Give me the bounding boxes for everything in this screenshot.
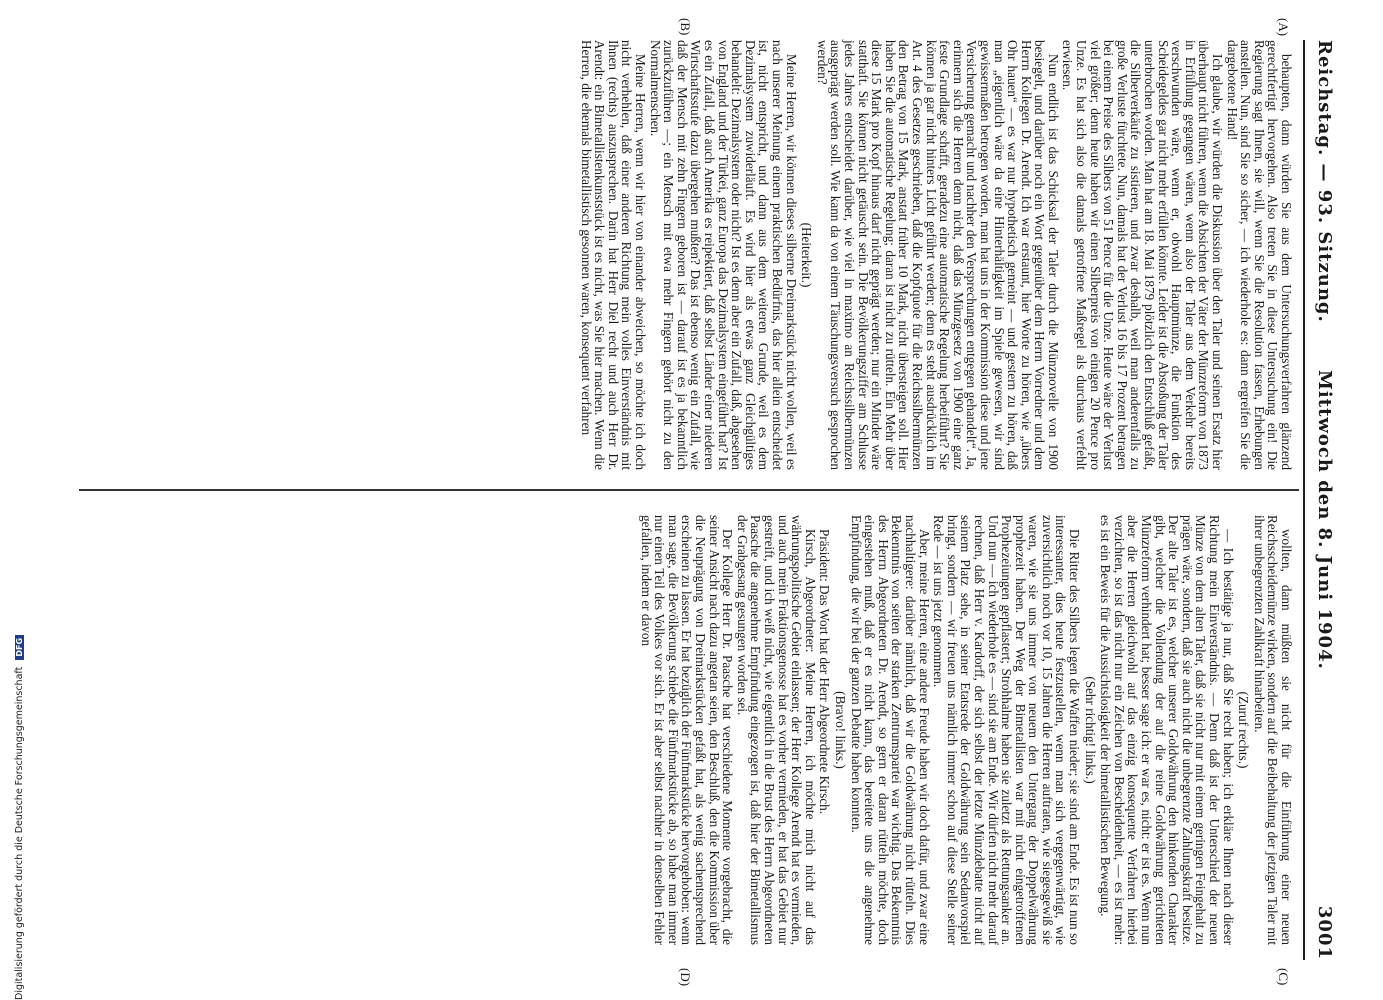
text-column-right	[638, 515, 1293, 945]
margin-letter-d: (D)	[678, 968, 693, 987]
interjection: (Bravo! links.)	[833, 691, 848, 769]
interjection: (Sehr richtig! links.)	[1082, 676, 1098, 784]
paragraph: Meine Herren, wir können dieses silberne Dreimarkstück nicht wollen, weil es nach unserer Meinung einem praktischen Bedürfnis, das hier allein entscheidet ist, nicht entspricht, und dann aus dem weiteren Grunde, weil es dem Dezimalsystem zuwiderläuft. Es wird hier als etwas ganz Gleichgültiges behandelt: Dezimalsystem oder nicht? Ist es denn aber ein Zufall, daß, abgesehen von England und der Türkei, ganz Europa das Dezimalsystem eingeführt hat? Ist es ein Zufall, daß auch Amerika es reipektiert, daß selbst Länder einer niederen Wirtschaftsstufe dazu übergehen mußten? Das ist ebenso wenig ein Zufall, wie daß der Mensch mit zehn Fingern geboren ist — darauf ist es ja bekanntlich zurückzuführen —; ein Mensch mit etwa mehr Fingern gehört nicht zu den Normalmenschen.	[647, 40, 799, 470]
text-column-left	[578, 40, 1293, 470]
header-session: Reichstag. — 93. Sitzung.	[1314, 40, 1335, 323]
interjection: (Heiterkeit.)	[799, 222, 815, 288]
footer-strip	[0, 0, 25, 1000]
paragraph: behaupten, dann würden Sie aus dem Untersuchungsverfahren glänzend gerechtfertigt hervorgehen. Also treten Sie in diese Untersuchung ein! Die Regierung sagt Ihnen, sie will, wenn Sie die Resolution fassen, Erhebungen anstellen. Nun, sind Sie so sicher, — ich wiederhole es: dann ergreifen Sie die dargebotene Hand!	[1224, 40, 1294, 470]
speaker-announcement: Präsident: Das Wort hat der Herr Abgeordnete Kirsch.	[817, 529, 833, 815]
header-date: Mittwoch den 8. Juni 1904.	[1314, 370, 1335, 670]
paragraph: Kirsch, Abgeordneter: Meine Herren, ich möchte mich nicht auf das währungspolitische Gebiet einlassen; der Herr Kollege Arendt hat es vermieden, und auch mein Fraktionsgenosse hat es vorher vermieden, er hat das Gebiet nur gestreift, und ich weiß nicht, wie eigentlich in die Brust des Herrn Abgeordneten Paasche die angenehme Empfindung eingezogen ist, daß hier der Bimetallismus der Grabgesang gesungen worden sei.	[734, 515, 818, 945]
interjection: (Zuruf rechts.)	[1236, 691, 1252, 769]
margin-letter-b: (B)	[678, 18, 693, 36]
margin-letter-c: (C)	[1276, 968, 1291, 986]
paragraph: Die Ritter des Silbers legen die Waffen nieder; sie sind am Ende. Es ist nun so interessanter, dies heute festzustellen, wenn man sich vergegenwärtigt, wie zuversichtlich noch vor 10, 15 Jahren die Herren auftraten, wie siegesgewiß sie waren, wie sie uns immer von neuem den Untergang der Doppelwährung prophezeit haben. Der Weg der Bimetallisten war mit nicht eingetroffenen Prophezeiungen gepflastert; Strohhalme haben sie zuletzt als Rettungsanker an. Und nun — ich wiederhole es — sind sie am Ende. Wir dürfen nicht mehr darauf rechnen, daß Herr v. Kardorff, der sich selbst der letzte Münzdebatte nicht auf seinem Platz sehe, in seiner Etatsrede der Goldwährung sein Sedanvorspiel bringt, sondern — wir freuen uns nämlich immer schon auf diese Stelle seiner Rede — ist uns jetzt genommen.	[931, 515, 1083, 945]
paragraph: Ich glaube, wir würden die Diskussion über den Taler und seinen Ersatz hier überhaupt nicht führen, wenn die Absichten der Väter der Münzreform von 1873 in Erfüllung gegangen wären, wenn also der Taler aus dem Verkehr bereits verschwunden wäre, wenn er, obwohl Hauptmünze, die Funktion des Scheidegeldes gar nicht mehr erfüllen könnte. Leider ist die Abstoßung der Taler unterbrochen worden. Man hat am 18. Mai 1879 plötzlich den Entschluß gefaßt, die Silberverkäufe zu sistieren, und zwar deshalb, weil man anderenfalls zu große Verluste fürchtete. Nun, damals hat der Verlust 16 bis 17 Prozent betragen bei einem Preise des Silbers von 51 Pence für die Unze. Heute wäre der Verlust viel größer; denn heute haben wir einen Silberpreis von einigen 20 Pence pro Unze. Es hat sich also die damals getroffene Maßregel als durchaus verfehlt erwiesen.	[1060, 40, 1226, 470]
paragraph: Nun endlich ist das Schicksal der Taler durch die Münznovelle von 1900 besiegelt, und darüber noch ein Wort gegenüber dem Herrn Vorredner und dem Herrn Kollegen Dr. Arendt. Ich war erstaunt, hier Worte zu hören, wie „übers Ohr hauen“ — es war nur hypothetisch gemeint — und gestern zu hören, daß man „eigentlich wäre da eine Hinterhältigkeit im Spiele gewesen, wir sind gewissermaßen betrogen worden, man hat uns in der Kommission diese und jene Versicherung gemacht und nachher den Versprechungen entgegen gehandelt“. Ja, erinnern sich die Herren denn nicht, daß das Münzgesetz von 1900 eine ganz feste Grundlage schafft, geradezu eine automatische Regelung herbeiführt? Sie können ja gar nicht hinters Licht geführt werden; denn es steht ausdrücklich im Art. 4 des Gesetzes geschrieben, daß die Kopfquote für die Reichssilbermünzen den Betrag von 15 Mark, anstatt früher 10 Mark, nicht übersteigen soll. Hier haben Sie die automatische Regelung; daran ist nicht zu rütteln. Ein Mehr über diese 15 Mark pro Kopf hinaus darf nicht geprägt werden; nur ein Minder wäre statthaft. Sie können nicht getäuscht sein. Die Bevölkerungsziffer am Schlusse jedes Jahres entscheidet darüber, wie viel in maximo an Reichssilbermünzen ausgeprägt werden soll. Wie kann da von einem Täuschungsversuch gesprochen werden?	[814, 40, 1061, 470]
header-rule	[1303, 40, 1305, 960]
dfg-logo-icon: DFG	[15, 635, 24, 660]
page-header	[1307, 40, 1335, 960]
margin-letter-a: (A)	[1276, 18, 1291, 37]
paragraph: Meine Herren, wenn wir hier von einander abweichen, so möchte ich doch nicht verhehlen, daß einer anderen Richtung mein volles Einverständnis mit Ihnen (rechts) auszusprechen. Darin hat Herr Diel recht und auch Herr Dr. Arendt: ein Bimetallistenkunststück ist es nicht, was Sie hier machen. Wenn die Herren, die ehemals bimetallistisch gesonnen waren, konsequent verfahren	[578, 40, 649, 470]
paragraph: Der Kollege Herr Dr. Paasche hat verschiedene Momente vorgebracht, die seiner Ansicht nach dazu angetan seien, den Beschluß, den die Kommission über die Neuprägung von Dreimarkstücken gefaßt hat, als wenig sachentsprechend erscheinen zu lassen. Er hat bezüglich der Fünfmarkstücke hervorgehoben: wenn man sage, die Bevölkerung schiebe die Fünfmarkstücke ab, so habe man immer nur einen Teil des Volkes vor sich. Er ist aber selbst nachher in denselben Fehler gefallen, indem er davon	[638, 515, 736, 945]
paragraph: wollten, dann müßten sie nicht für die Einführung einer neuen Reichsscheidemünze wirken, sondern auf die Beibehaltung der jetzigen Taler mit ihrer unbegrenzten Zahlkraft hinarbeiten.	[1251, 515, 1294, 945]
paragraph: — Ich bestätige ja nur, daß Sie recht haben; ich erkläre Ihnen nach dieser Richtung mein Einverständnis. — Denn daß ist der Unterschied der neuen Münze von dem alten Taler, daß sie nicht nur mit einem geringen Feingehalt zu prägen wäre, sondern, daß sie auch nicht die unbegrenzte Zahlungskraft besitze. Der alte Taler ist es, welcher unserer Goldwährung den hinkenden Charakter gibt, welcher die Vollendung der auf die reine Goldwährung gerichteten Münzreform verhindert hat; besser sage ich: er war es, nicht: er ist es. Wenn nun aber die Herren gleichwohl auf das einzig konsequente Verfahren hierbei verzichten, so ist das nicht nur ein Zeichen von Bescheidenheit, — es ist mehr: es ist ein Beweis für die Aussichtslosigkeit der bimetallistischen Bewegung.	[1098, 515, 1236, 945]
column-divider	[79, 489, 1299, 491]
paragraph: Aber, meine Herren, eine andere Freude haben wir doch dafür, und zwar eine nachhaltigere: darüber nämlich, daß wir die Goldwährung nicht rütteln. Dies Bekenntnis von seiten der starken Zentrumspartei war wichtig. Das Bekenntnis des Herrn Abgeordneten Dr. Arendt, so gern er daran rütteln möchte, doch eingestehen muß, daß er es nicht kann, das bereitete uns die angenehme Empfindung, die wir bei der ganzen Debatte haben konnten.	[848, 515, 932, 945]
header-page-number: 3001	[1314, 905, 1335, 960]
dfg-text: Digitalisierung gefördert durch die Deutsche Forschungsgemeinschaft	[14, 666, 25, 1000]
